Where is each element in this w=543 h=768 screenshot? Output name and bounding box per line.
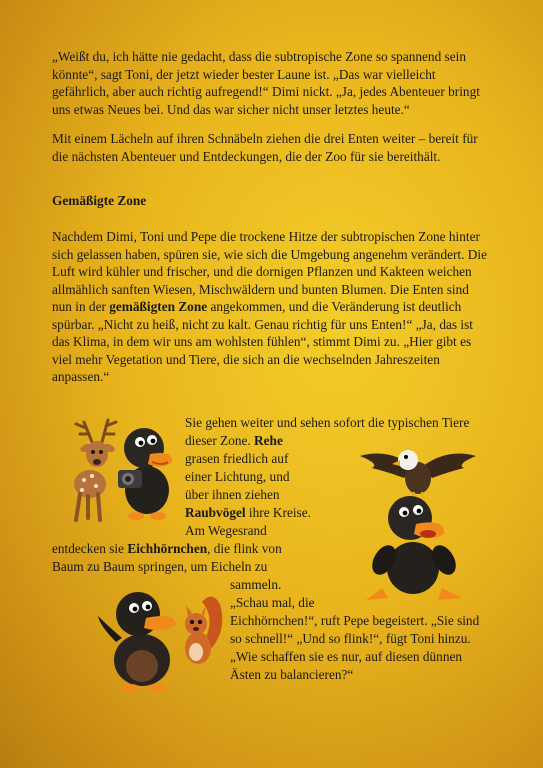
wrapped-text: dieser Zone. [185, 433, 255, 448]
wrapped-line: einer Lichtung, und [185, 469, 290, 484]
bold-term-squirrels: Eichhörnchen [127, 541, 208, 556]
wrapped-line: Ästen zu balancieren?“ [230, 667, 354, 682]
wrapped-line: über ihnen ziehen [185, 487, 280, 502]
wrapped-line: Sie gehen weiter und sehen sofort die typischen Tiere [185, 415, 470, 430]
duck-squirrel-illustration [96, 582, 231, 694]
wrapped-line: „Schau mal, die [230, 595, 315, 610]
wrapped-text: ihre Kreise. [245, 505, 311, 520]
wrapped-line: sammeln. [230, 577, 282, 592]
wrapped-line: so schnell!“ „Und so flink!“, fügt Toni hinzu. [230, 631, 471, 646]
paragraph-temperate-zone [52, 228, 492, 386]
wrapped-line: Am Wegesrand [185, 523, 267, 538]
wrapped-line: Eichhörnchen!“, ruft Pepe begeistert. „Sie sind [230, 613, 480, 628]
deer-duck-camera-illustration [62, 412, 182, 527]
eagle-duck-illustration [358, 438, 478, 603]
bold-term-temperate-zone: gemäßigten Zone [109, 299, 208, 314]
wrapped-line [185, 432, 283, 450]
paragraph-departure: Mit einem Lächeln auf ihren Schnäbeln ziehen die drei Enten weiter – bereit für die nächsten Abenteuer und Entdeckungen, die der Zoo für sie bereithält. [52, 131, 478, 164]
wrapped-line [52, 540, 282, 558]
wrapped-line: grasen friedlich auf [185, 451, 289, 466]
wrapped-text: entdecken sie [52, 541, 128, 556]
paragraph-text-part: angekommen, und die Veränderung ist deutlich spürbar. „Nicht zu heiß, nicht zu kalt. Genau richtig für uns Enten!“ „Ja, das ist das Klima, in dem wir uns am wohlsten fühlen“, stimmt Dimi zu. „Hier gibt es viel mehr Vegetation und Tiere, die sich an die wechselnden Jahreszeiten anpassen.“ [52, 299, 473, 384]
wrapped-line: Baum zu Baum springen, um Eicheln zu [52, 559, 268, 574]
section-heading: Gemäßigte Zone [52, 193, 147, 208]
paragraph-text-part: Nachdem Dimi, Toni und Pepe die trockene Hitze der subtropischen Zone hinter sich gelassen haben, spüren sie, wie sich die Umgebung angenehm verändert. Die Luft wird kühler und frischer, und die dornigen Pflanzen und Kakteen weichen allmählich sanften Wiesen, Mischwäldern und bunten Blumen. Die Enten sind nun in der [52, 229, 487, 314]
paragraph-intro: „Weißt du, ich hätte nie gedacht, dass die subtropische Zone so spannend sein könnte“, sagt Toni, der jetzt wieder bester Laune ist. „Das war vielleicht gefährlich, aber auch richtig aufregend!“ Dimi nickt. „Ja, jedes Abenteuer bringt uns etwas Neues bei. Und das war sicher nicht unser letztes heute.“ [52, 49, 480, 117]
wrapped-line [185, 504, 311, 522]
bold-term-deer: Rehe [254, 433, 283, 448]
wrapped-text: , die flink von [207, 541, 282, 556]
bold-term-birds-of-prey: Raubvögel [185, 505, 246, 520]
wrapped-line: „Wie schaffen sie es nur, auf diesen dünnen [230, 649, 463, 664]
